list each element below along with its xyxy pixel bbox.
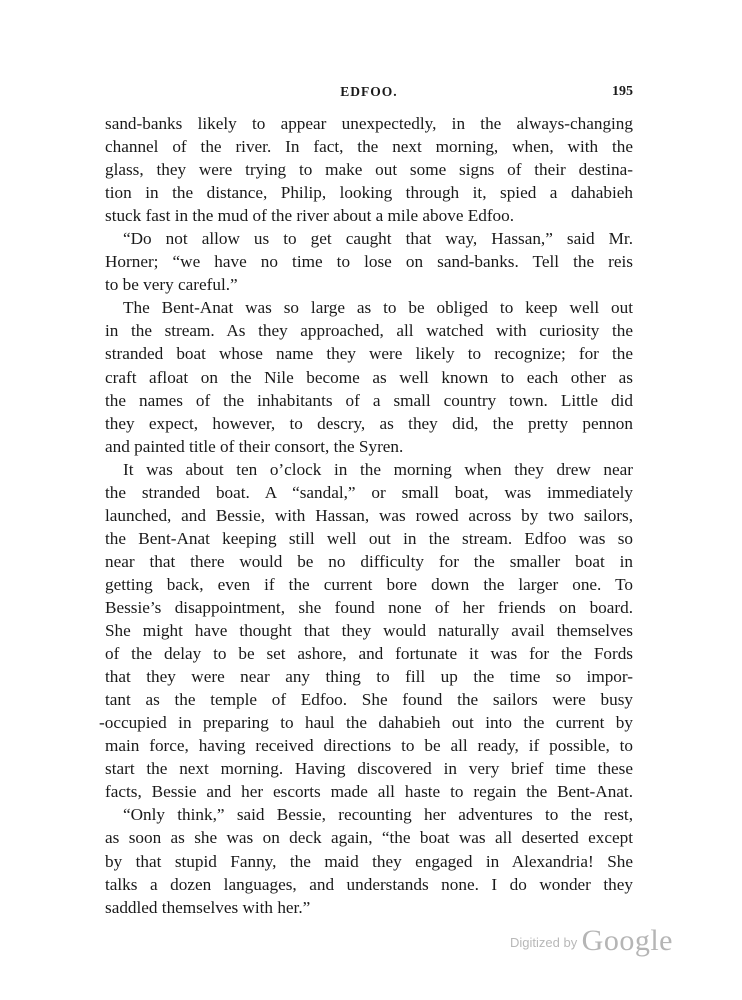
text-line: to be very careful.” xyxy=(105,275,238,295)
text-line: Horner; “we have no time to lose on sand-banks. Tell the reis xyxy=(105,252,633,272)
running-head: EDFOO. xyxy=(340,84,398,99)
watermark-prefix: Digitized by xyxy=(510,935,578,950)
text-line: -occupied in preparing to haul the dahabieh out into the current by xyxy=(99,713,633,733)
text-line: saddled themselves with her.” xyxy=(105,897,311,917)
text-line: by that stupid Fanny, the maid they engaged in Alexandria! She xyxy=(105,851,633,871)
text-line: launched, and Bessie, with Hassan, was rowed across by two sailors, xyxy=(105,505,633,525)
digitized-watermark xyxy=(510,924,673,958)
text-line: the Bent-Anat keeping still well out in the stream. Edfoo was so xyxy=(105,528,633,548)
text-line: they expect, however, to descry, as they did, the pretty pennon xyxy=(105,413,633,433)
text-line: in the stream. As they approached, all watched with curiosity the xyxy=(105,321,633,341)
text-line: stuck fast in the mud of the river about a mile above Edfoo. xyxy=(105,206,515,226)
text-line: She might have thought that they would naturally avail themselves xyxy=(105,621,633,641)
text-line: It was about ten o’clock in the morning when they drew near xyxy=(123,459,633,479)
text-line: Bessie’s disappointment, she found none of her friends on board. xyxy=(105,597,633,617)
text-line: glass, they were trying to make out some signs of their destina- xyxy=(105,160,633,180)
text-line: and painted title of their consort, the Syren. xyxy=(105,436,404,456)
text-line: of the delay to be set ashore, and fortunate it was for the Fords xyxy=(105,644,633,664)
text-line: stranded boat whose name they were likely to recognize; for the xyxy=(105,344,633,364)
text-line: the stranded boat. A “sandal,” or small boat, was immediately xyxy=(105,482,633,502)
text-line: getting back, even if the current bore down the larger one. To xyxy=(105,574,633,594)
page-number: 195 xyxy=(612,84,633,99)
text-line: start the next morning. Having discovered in very brief time these xyxy=(105,759,633,779)
page-header xyxy=(105,84,633,104)
text-line: sand-banks likely to appear unexpectedly, in the always-changing xyxy=(105,114,633,133)
text-line: The Bent-Anat was so large as to be obliged to keep well out xyxy=(123,298,633,318)
text-line: tion in the distance, Philip, looking through it, spied a dahabieh xyxy=(105,183,633,203)
text-line: talks a dozen languages, and understands none. I do wonder they xyxy=(105,874,633,894)
text-line: “Do not allow us to get caught that way, Hassan,” said Mr. xyxy=(123,229,633,249)
body-text xyxy=(99,112,633,919)
text-line: that they were near any thing to fill up the time so impor- xyxy=(105,667,633,687)
text-line: near that there would be no difficulty for the smaller boat in xyxy=(105,551,633,571)
text-line: tant as the temple of Edfoo. She found the sailors were busy xyxy=(105,690,633,710)
text-line: as soon as she was on deck again, “the boat was all deserted except xyxy=(105,828,633,848)
text-line: channel of the river. In fact, the next morning, when, with the xyxy=(105,137,633,157)
text-line: the names of the inhabitants of a small country town. Little did xyxy=(105,390,633,410)
text-line: “Only think,” said Bessie, recounting her adventures to the rest, xyxy=(123,805,633,825)
google-logo: Google xyxy=(581,924,673,957)
text-line: craft afloat on the Nile become as well known to each other as xyxy=(105,367,633,387)
text-line: facts, Bessie and her escorts made all haste to regain the Bent-Anat. xyxy=(105,782,633,802)
text-line: main force, having received directions to be all ready, if possible, to xyxy=(105,736,633,756)
